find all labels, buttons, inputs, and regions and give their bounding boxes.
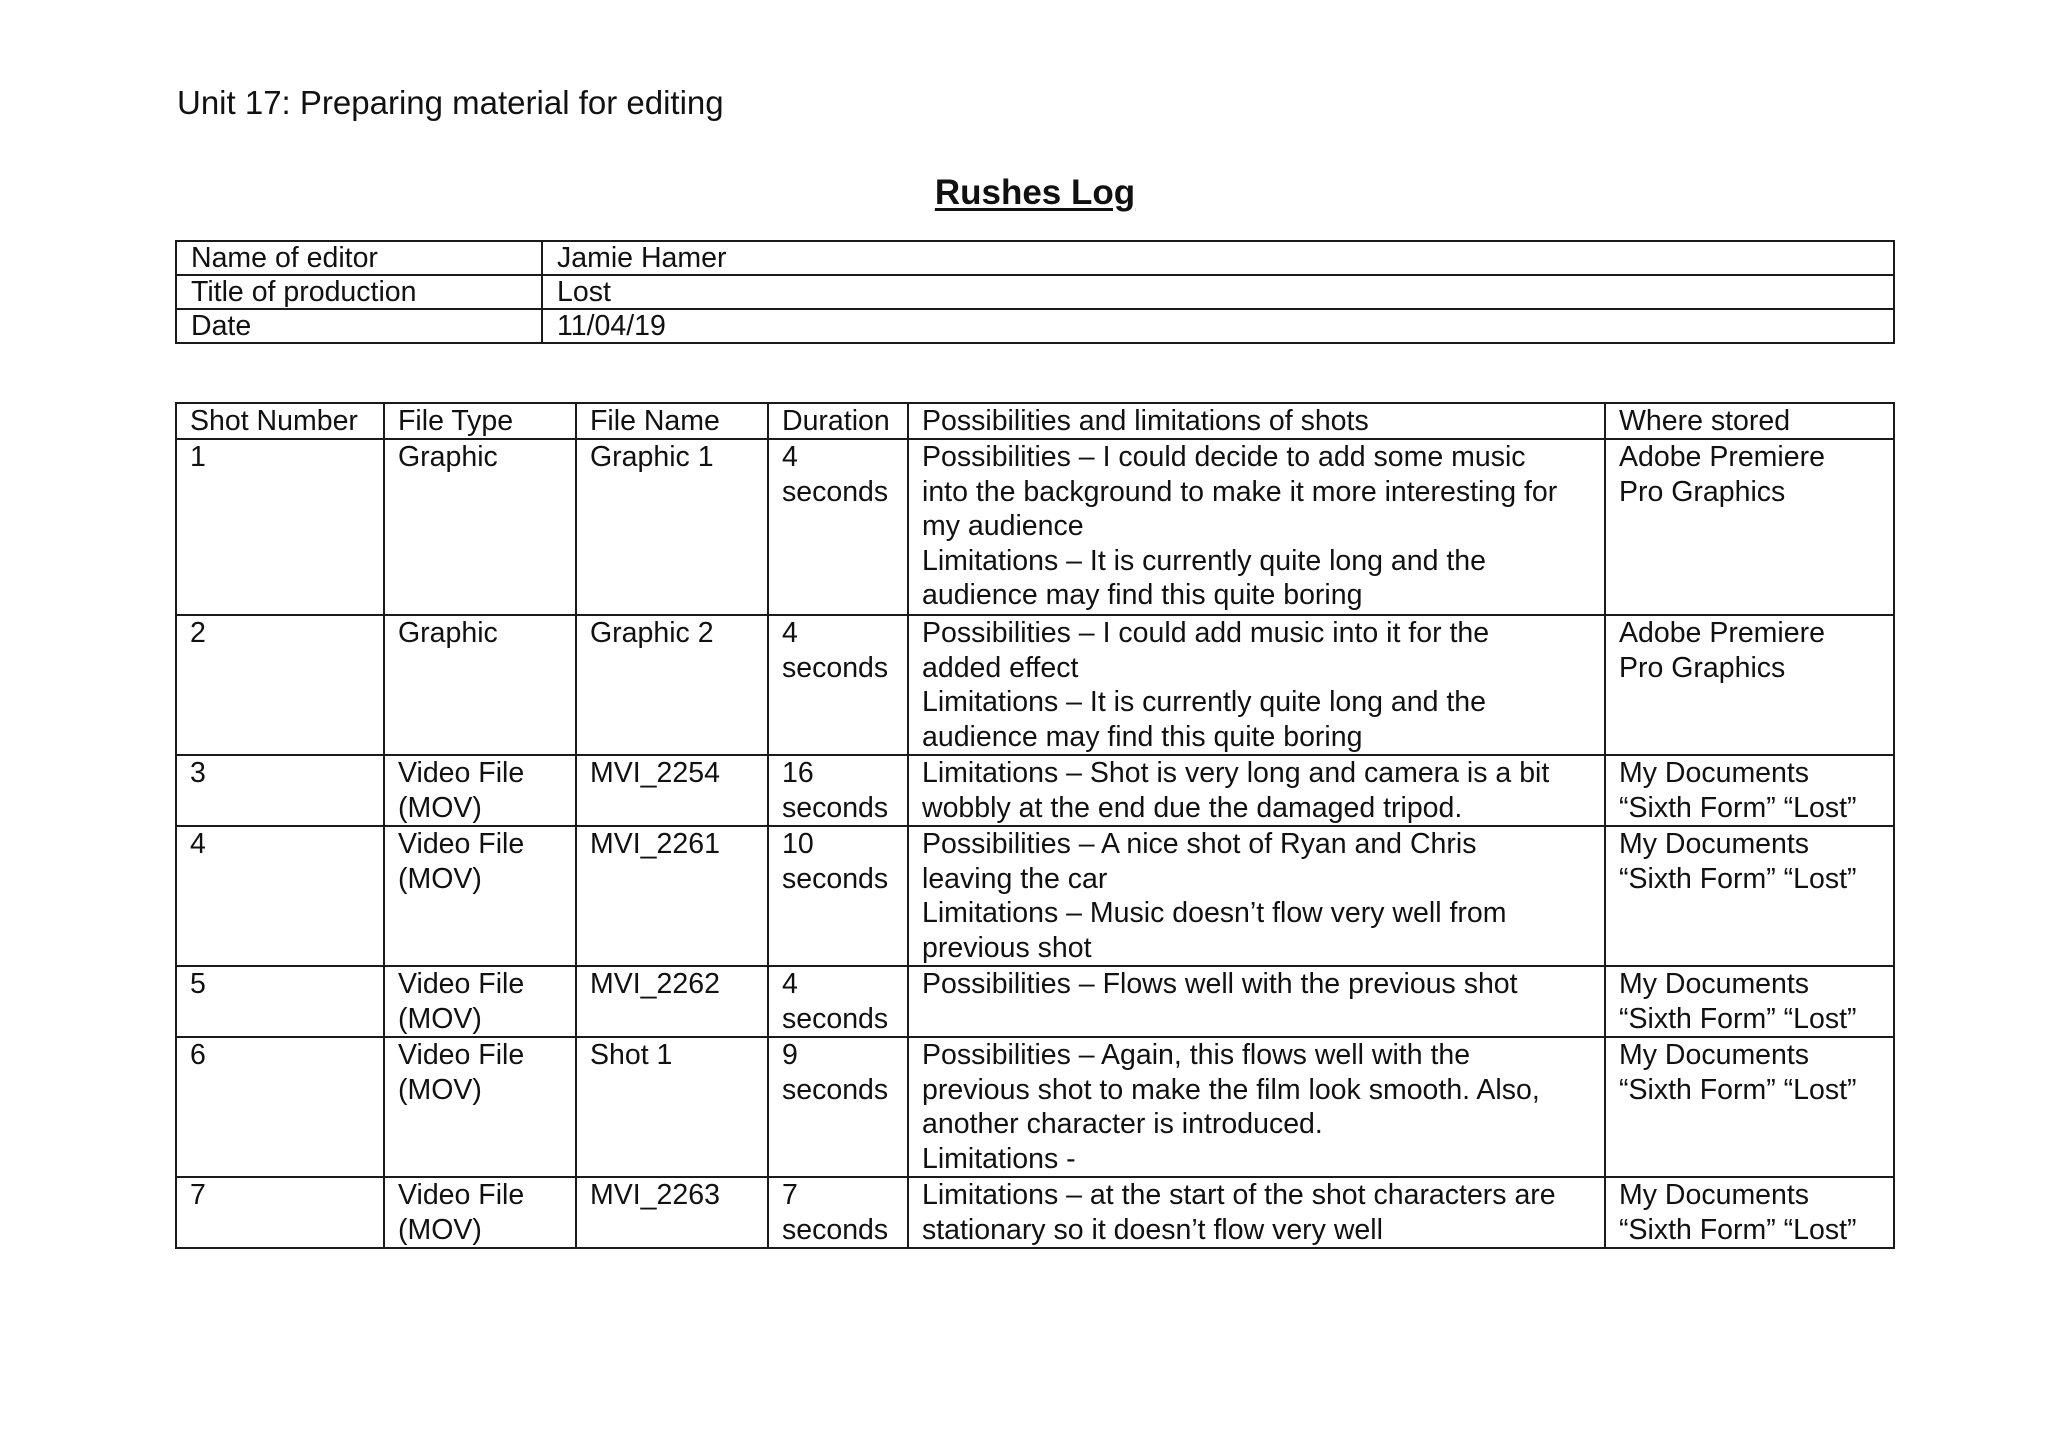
- column-header-shot-number: Shot Number: [176, 403, 384, 439]
- file-type-cell-line: Graphic: [398, 441, 498, 473]
- info-row-date: [176, 309, 1894, 343]
- where-stored-cell-line: Adobe Premiere: [1619, 441, 1825, 473]
- info-label: Title of production: [176, 275, 542, 309]
- file-type-cell: [384, 966, 576, 1037]
- notes-cell: [908, 755, 1605, 826]
- file-type-cell-line: Video File: [398, 828, 525, 860]
- file-type-cell: [384, 615, 576, 755]
- column-header-duration: Duration: [768, 403, 908, 439]
- notes-cell-line: previous shot: [922, 931, 1092, 964]
- file-type-cell-line: Video File: [398, 1039, 525, 1071]
- notes-cell-line: into the background to make it more interesting for: [922, 475, 1558, 508]
- table-row: [176, 755, 1894, 826]
- production-info-table: [175, 240, 1895, 344]
- column-header-notes: Possibilities and limitations of shots: [908, 403, 1605, 439]
- notes-cell-line: Limitations – Shot is very long and camera is a bit: [922, 757, 1550, 789]
- notes-cell-line: Limitations – It is currently quite long and the: [922, 686, 1486, 718]
- duration-cell: [768, 1037, 908, 1177]
- notes-cell: [908, 1177, 1605, 1248]
- duration-cell-line: 4: [782, 968, 798, 1000]
- file-name-cell-line: Graphic 1: [590, 441, 714, 473]
- notes-cell-line: wobbly at the end due the damaged tripod.: [922, 791, 1463, 824]
- notes-cell: [908, 615, 1605, 755]
- file-name-cell: [576, 1037, 768, 1177]
- where-stored-cell-line: “Sixth Form” “Lost”: [1619, 1073, 1857, 1106]
- notes-cell: [908, 966, 1605, 1037]
- file-type-cell: [384, 439, 576, 615]
- notes-cell-line: Possibilities – A nice shot of Ryan and Chris: [922, 828, 1477, 860]
- duration-cell: [768, 826, 908, 966]
- shot-number-cell-line: 4: [190, 828, 206, 860]
- where-stored-cell-line: My Documents: [1619, 828, 1810, 860]
- where-stored-cell-line: “Sixth Form” “Lost”: [1619, 1213, 1857, 1246]
- file-name-cell: [576, 826, 768, 966]
- shot-number-cell-line: 5: [190, 968, 206, 1000]
- file-type-cell-line: Video File: [398, 1179, 525, 1211]
- rushes-log-table: [175, 402, 1895, 1249]
- notes-cell: [908, 1037, 1605, 1177]
- shot-number-cell-line: 3: [190, 757, 206, 789]
- info-label: Name of editor: [176, 241, 542, 275]
- shot-number-cell: [176, 615, 384, 755]
- info-row-editor: [176, 241, 1894, 275]
- file-name-cell: [576, 966, 768, 1037]
- shot-number-cell-line: 7: [190, 1179, 206, 1211]
- file-type-cell-line: Graphic: [398, 617, 498, 649]
- notes-cell-line: Possibilities – I could decide to add some music: [922, 441, 1526, 473]
- where-stored-cell-line: My Documents: [1619, 1179, 1810, 1211]
- notes-cell-line: added effect: [922, 651, 1079, 684]
- where-stored-cell-line: My Documents: [1619, 1039, 1810, 1071]
- duration-cell-line: seconds: [782, 475, 889, 508]
- file-name-cell-line: MVI_2262: [590, 968, 720, 1000]
- shot-number-cell: [176, 1177, 384, 1248]
- notes-cell-line: Possibilities – Again, this flows well with the: [922, 1039, 1471, 1071]
- notes-cell-line: Possibilities – Flows well with the previous shot: [922, 968, 1518, 1000]
- where-stored-cell-line: “Sixth Form” “Lost”: [1619, 791, 1857, 824]
- file-name-cell-line: MVI_2254: [590, 757, 720, 789]
- duration-cell-line: seconds: [782, 1073, 889, 1106]
- file-type-cell: [384, 1177, 576, 1248]
- where-stored-cell-line: “Sixth Form” “Lost”: [1619, 1002, 1857, 1035]
- column-header-file-name: File Name: [576, 403, 768, 439]
- file-name-cell-line: Graphic 2: [590, 617, 714, 649]
- where-stored-cell-line: Pro Graphics: [1619, 475, 1786, 508]
- shot-number-cell-line: 6: [190, 1039, 206, 1071]
- where-stored-cell: [1605, 1177, 1894, 1248]
- where-stored-cell: [1605, 615, 1894, 755]
- file-name-cell: [576, 1177, 768, 1248]
- notes-cell: [908, 826, 1605, 966]
- info-label: Date: [176, 309, 542, 343]
- notes-cell-line: stationary so it doesn’t flow very well: [922, 1213, 1383, 1246]
- where-stored-cell-line: My Documents: [1619, 757, 1810, 789]
- where-stored-cell: [1605, 1037, 1894, 1177]
- file-type-cell: [384, 1037, 576, 1177]
- file-name-cell-line: Shot 1: [590, 1039, 673, 1071]
- column-header-where-stored: Where stored: [1605, 403, 1894, 439]
- notes-cell-line: Possibilities – I could add music into it for the: [922, 617, 1490, 649]
- table-row: [176, 966, 1894, 1037]
- file-type-cell-line: (MOV): [398, 1213, 482, 1246]
- file-name-cell-line: MVI_2263: [590, 1179, 720, 1211]
- notes-cell-line: another character is introduced.: [922, 1108, 1323, 1140]
- notes-cell-line: leaving the car: [922, 862, 1108, 895]
- duration-cell-line: 9: [782, 1039, 798, 1071]
- notes-cell-line: previous shot to make the film look smooth. Also,: [922, 1073, 1540, 1106]
- duration-cell-line: seconds: [782, 862, 889, 895]
- file-type-cell-line: (MOV): [398, 1002, 482, 1035]
- duration-cell: [768, 1177, 908, 1248]
- file-name-cell: [576, 615, 768, 755]
- log-header-row: [176, 403, 1894, 439]
- duration-cell-line: seconds: [782, 1213, 889, 1246]
- where-stored-cell-line: My Documents: [1619, 968, 1810, 1000]
- duration-cell-line: seconds: [782, 791, 889, 824]
- notes-cell-line: Limitations – Music doesn’t flow very well from: [922, 897, 1507, 929]
- file-name-cell: [576, 755, 768, 826]
- where-stored-cell: [1605, 439, 1894, 615]
- shot-number-cell-line: 1: [190, 441, 206, 473]
- duration-cell-line: 4: [782, 441, 798, 473]
- duration-cell: [768, 966, 908, 1037]
- duration-cell-line: 4: [782, 617, 798, 649]
- notes-cell-line: audience may find this quite boring: [922, 720, 1363, 753]
- file-type-cell-line: Video File: [398, 757, 525, 789]
- info-value: Lost: [542, 275, 1894, 309]
- duration-cell: [768, 439, 908, 615]
- file-type-cell: [384, 826, 576, 966]
- file-type-cell-line: Video File: [398, 968, 525, 1000]
- duration-cell: [768, 615, 908, 755]
- table-row: [176, 439, 1894, 615]
- where-stored-cell-line: Adobe Premiere: [1619, 617, 1825, 649]
- info-value: Jamie Hamer: [542, 241, 1894, 275]
- duration-cell-line: 10: [782, 828, 814, 860]
- notes-cell-line: Limitations – at the start of the shot characters are: [922, 1179, 1556, 1211]
- where-stored-cell-line: “Sixth Form” “Lost”: [1619, 862, 1857, 895]
- file-type-cell-line: (MOV): [398, 862, 482, 895]
- notes-cell-line: Limitations -: [922, 1142, 1076, 1175]
- table-row: [176, 615, 1894, 755]
- file-type-cell-line: (MOV): [398, 1073, 482, 1106]
- file-type-cell-line: (MOV): [398, 791, 482, 824]
- column-header-file-type: File Type: [384, 403, 576, 439]
- info-row-title: [176, 275, 1894, 309]
- file-name-cell-line: MVI_2261: [590, 828, 720, 860]
- duration-cell-line: 7: [782, 1179, 798, 1211]
- file-name-cell: [576, 439, 768, 615]
- info-value: 11/04/19: [542, 309, 1894, 343]
- log-body: [176, 439, 1894, 1248]
- shot-number-cell: [176, 439, 384, 615]
- where-stored-cell: [1605, 755, 1894, 826]
- duration-cell: [768, 755, 908, 826]
- shot-number-cell: [176, 966, 384, 1037]
- page-title: Rushes Log: [934, 173, 1136, 212]
- where-stored-cell: [1605, 826, 1894, 966]
- notes-cell-line: my audience: [922, 510, 1084, 542]
- shot-number-cell: [176, 826, 384, 966]
- where-stored-cell: [1605, 966, 1894, 1037]
- table-row: [176, 826, 1894, 966]
- notes-cell-line: Limitations – It is currently quite long and the: [922, 544, 1486, 577]
- shot-number-cell: [176, 1037, 384, 1177]
- shot-number-cell: [176, 755, 384, 826]
- table-row: [176, 1177, 1894, 1248]
- shot-number-cell-line: 2: [190, 617, 206, 649]
- unit-title: Unit 17: Preparing material for editing: [177, 84, 724, 121]
- duration-cell-line: seconds: [782, 1002, 889, 1035]
- table-row: [176, 1037, 1894, 1177]
- file-type-cell: [384, 755, 576, 826]
- where-stored-cell-line: Pro Graphics: [1619, 651, 1786, 684]
- duration-cell-line: seconds: [782, 651, 889, 684]
- notes-cell: [908, 439, 1605, 615]
- notes-cell-line: audience may find this quite boring: [922, 579, 1363, 611]
- duration-cell-line: 16: [782, 757, 814, 789]
